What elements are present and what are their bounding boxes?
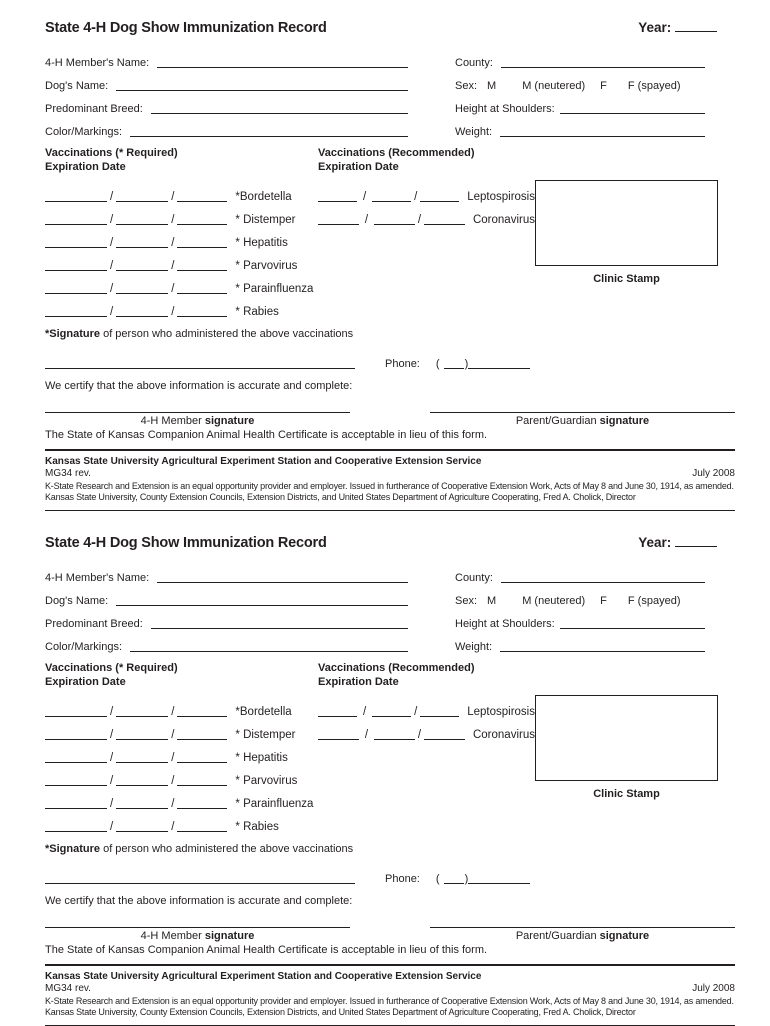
vaccine-name: * Parvovirus [235, 775, 298, 788]
vaccine-date-row-parvovirus [45, 764, 318, 787]
required-vaccinations-header [45, 661, 318, 689]
signature-bold-word: *Signature [45, 328, 101, 340]
vaccine-name: Leptospirosis [467, 191, 535, 203]
guardian-signature-input-line[interactable] [430, 927, 735, 928]
date-input-line[interactable] [116, 831, 168, 832]
footer-date: July 2008 [692, 982, 735, 994]
lieu-statement: The State of Kansas Companion Animal Health Certificate is acceptable in lieu of this form. [45, 429, 488, 441]
recommended-header-line2: Expiration Date [318, 161, 399, 173]
height-label: Height at Shoulders: [455, 103, 555, 115]
sex-option-male-neutered[interactable]: M (neutered) [522, 80, 586, 92]
guardian-signature-label-text: Parent/Guardian [515, 930, 600, 943]
date-input-line[interactable] [45, 247, 107, 248]
slash-separator: / [110, 214, 114, 226]
clinic-stamp-area [535, 146, 718, 318]
guardian-signature-block [430, 927, 735, 942]
member-signature-label-bold: signature [204, 415, 255, 427]
required-vaccinations-header [45, 146, 318, 174]
clinic-stamp-box [535, 695, 718, 781]
phone-paren-open: ( [435, 358, 443, 370]
member-signature-label [45, 930, 350, 942]
footer-doc-code: MG34 rev. [45, 982, 91, 994]
date-input-line[interactable] [177, 739, 227, 740]
signature-bold-word: *Signature [45, 843, 101, 856]
member-signature-block [45, 927, 350, 942]
slash-separator: / [110, 260, 114, 272]
member-signature-label-text: 4-H Member [140, 930, 205, 943]
guardian-signature-label [430, 930, 735, 942]
vaccine-date-row-hepatitis [45, 226, 318, 249]
slash-separator: / [110, 729, 114, 742]
dog-name-label: Dog's Name: [45, 595, 112, 608]
vaccine-name: * Hepatitis [235, 752, 288, 765]
dog-name-input-line[interactable] [116, 90, 408, 91]
vaccine-date-row-distemper [45, 203, 318, 226]
vaccine-name: * Hepatitis [235, 237, 288, 249]
form-header [45, 20, 735, 40]
vaccination-section [45, 146, 735, 318]
slash-separator: / [110, 283, 114, 295]
color-markings-input-line[interactable] [130, 651, 408, 652]
member-name-input-line[interactable] [157, 67, 408, 68]
date-input-line[interactable] [45, 201, 107, 202]
footer-bottom-rule [45, 510, 735, 512]
color-markings-row [45, 115, 408, 138]
identity-fields [45, 46, 735, 138]
date-input-line[interactable] [374, 739, 415, 740]
weight-input-line[interactable] [500, 136, 705, 137]
vaccine-date-row-leptospirosis [318, 180, 535, 203]
date-input-line[interactable] [116, 808, 168, 809]
member-signature-block [45, 412, 350, 427]
required-header-line1: Vaccinations (* Required) [45, 662, 178, 675]
sex-option-female-spayed[interactable]: F (spayed) [627, 595, 681, 608]
date-input-line[interactable] [116, 762, 168, 763]
signature-blocks-row [45, 927, 735, 942]
dog-name-input-line[interactable] [116, 605, 408, 606]
phone-number-input-line[interactable] [468, 883, 530, 884]
form-footer [45, 964, 735, 1026]
member-name-input-line[interactable] [157, 582, 408, 583]
certify-statement: We certify that the above information is accurate and complete: [45, 895, 353, 908]
administering-signature-caption [45, 328, 735, 340]
vaccine-name: *Bordetella [235, 706, 292, 719]
vaccine-name: * Distemper [235, 729, 296, 742]
identity-fields-right [455, 561, 705, 653]
date-input-line[interactable] [318, 224, 359, 225]
date-input-line[interactable] [116, 785, 168, 786]
slash-separator: / [414, 191, 418, 203]
slash-separator: / [364, 729, 369, 742]
slash-separator: / [110, 191, 114, 203]
date-input-line[interactable] [374, 224, 415, 225]
vaccine-date-row-coronavirus [318, 718, 535, 741]
date-input-line[interactable] [177, 831, 227, 832]
signature-caption-rest: of person who administered the above vaccinations [100, 328, 354, 340]
slash-separator: / [110, 237, 114, 249]
identity-fields [45, 561, 735, 653]
year-label: Year: [638, 535, 675, 551]
date-input-line[interactable] [177, 247, 227, 248]
vaccine-date-row-parvovirus [45, 249, 318, 272]
slash-separator: / [364, 214, 369, 226]
height-row [455, 607, 705, 630]
identity-fields-left [45, 46, 408, 138]
administering-signature-input-line[interactable] [45, 882, 355, 884]
slash-separator: / [171, 237, 175, 249]
phone-label: Phone: [385, 873, 420, 886]
date-input-line[interactable] [424, 739, 465, 740]
footer-rev-row [45, 983, 735, 995]
guardian-signature-label-text: Parent/Guardian [515, 415, 600, 427]
date-input-line[interactable] [45, 316, 107, 317]
slash-separator: / [171, 706, 175, 719]
vaccine-date-row-rabies [45, 810, 318, 833]
date-input-line[interactable] [45, 716, 107, 717]
guardian-signature-input-line[interactable] [430, 412, 735, 413]
slash-separator: / [171, 214, 175, 226]
member-name-label: 4-H Member's Name: [45, 57, 153, 69]
dog-name-row [45, 69, 408, 92]
form-title: State 4-H Dog Show Immunization Record [45, 535, 327, 552]
slash-separator: / [110, 306, 114, 318]
phone-label: Phone: [385, 358, 420, 370]
date-input-line[interactable] [372, 201, 411, 202]
date-input-line[interactable] [116, 270, 168, 271]
member-signature-input-line[interactable] [45, 412, 350, 413]
vaccine-date-row-bordetella [45, 695, 318, 718]
date-input-line[interactable] [116, 201, 168, 202]
clinic-stamp-box [535, 180, 718, 266]
dog-name-row [45, 584, 408, 607]
member-signature-label-text: 4-H Member [140, 415, 205, 427]
date-input-line[interactable] [116, 293, 168, 294]
footer-org-line: Kansas State University Agricultural Experiment Station and Cooperative Extension Service [45, 455, 482, 467]
date-input-line[interactable] [45, 785, 107, 786]
phone-paren-close: ) [464, 358, 469, 370]
slash-separator: / [171, 729, 175, 742]
clinic-stamp-label: Clinic Stamp [593, 788, 660, 801]
weight-label: Weight: [455, 641, 496, 654]
vaccine-name: * Parainfluenza [235, 798, 314, 811]
vaccine-name: * Distemper [235, 214, 296, 226]
immunization-form-section [45, 20, 735, 511]
color-markings-label: Color/Markings: [45, 126, 126, 138]
dog-name-label: Dog's Name: [45, 80, 112, 92]
vaccine-name: Coronavirus [472, 214, 535, 226]
date-input-line[interactable] [177, 808, 227, 809]
guardian-signature-label [430, 415, 735, 427]
slash-separator: / [171, 191, 175, 203]
clinic-stamp-area [535, 661, 718, 833]
slash-separator: / [414, 706, 418, 719]
breed-row [45, 92, 408, 115]
footer-date: July 2008 [692, 467, 735, 479]
form-footer [45, 449, 735, 511]
recommended-vaccinations-header [318, 661, 535, 689]
vaccine-date-row-parainfluenza [45, 787, 318, 810]
footer-legal-text: K-State Research and Extension is an equal opportunity provider and employer. Issued in furtherance of Cooperative Extension Work, Acts of May 8 and June 30, 1914, as amended. Kansas State University, County Extension Councils, Extension Districts, and United States Department of Agriculture Cooperating, Fred A. Cholick, Director [45, 995, 734, 1018]
vaccine-name: * Rabies [235, 306, 279, 318]
recommended-vaccinations-column [318, 146, 535, 318]
date-input-line[interactable] [177, 762, 227, 763]
weight-row [455, 630, 705, 653]
phone-paren-open: ( [435, 873, 443, 886]
lieu-statement: The State of Kansas Companion Animal Health Certificate is acceptable in lieu of this form. [45, 944, 488, 957]
county-label: County: [455, 57, 496, 69]
date-input-line[interactable] [116, 739, 168, 740]
year-input-line[interactable] [675, 546, 717, 547]
member-signature-label [45, 415, 350, 427]
footer-rev-row [45, 468, 735, 480]
county-row [455, 561, 705, 584]
sex-option-female-spayed[interactable]: F (spayed) [627, 80, 681, 92]
phone-paren-close: ) [464, 873, 469, 886]
height-row [455, 92, 705, 115]
county-input-line[interactable] [501, 67, 705, 68]
date-input-line[interactable] [45, 739, 107, 740]
height-label: Height at Shoulders: [455, 618, 555, 631]
footer-doc-code: MG34 rev. [45, 467, 91, 479]
date-input-line[interactable] [420, 201, 459, 202]
signature-phone-row [45, 354, 735, 370]
date-input-line[interactable] [45, 224, 107, 225]
slash-separator: / [110, 752, 114, 765]
height-input-line[interactable] [560, 628, 705, 629]
date-input-line[interactable] [318, 739, 359, 740]
weight-row [455, 115, 705, 138]
member-signature-input-line[interactable] [45, 927, 350, 928]
breed-input-line[interactable] [151, 113, 408, 114]
slash-separator: / [362, 191, 367, 203]
sex-option-male[interactable]: M [487, 80, 497, 92]
year-input-line[interactable] [675, 31, 717, 32]
vaccine-date-row-bordetella [45, 180, 318, 203]
vaccination-section [45, 661, 735, 833]
sex-label: Sex: [455, 595, 478, 608]
vaccine-date-row-rabies [45, 295, 318, 318]
year-label: Year: [638, 20, 675, 35]
required-header-line2: Expiration Date [45, 161, 126, 173]
sex-option-male[interactable]: M [487, 595, 497, 608]
date-input-line[interactable] [45, 293, 107, 294]
slash-separator: / [110, 821, 114, 834]
date-input-line[interactable] [116, 247, 168, 248]
date-input-line[interactable] [116, 224, 168, 225]
vaccine-date-row-coronavirus [318, 203, 535, 226]
guardian-signature-label-bold: signature [599, 415, 650, 427]
breed-label: Predominant Breed: [45, 618, 146, 631]
vaccine-name: Leptospirosis [467, 706, 535, 719]
guardian-signature-block [430, 412, 735, 427]
date-input-line[interactable] [420, 716, 459, 717]
footer-top-rule [45, 964, 735, 966]
slash-separator: / [110, 775, 114, 788]
date-input-line[interactable] [177, 224, 227, 225]
slash-separator: / [171, 260, 175, 272]
date-input-line[interactable] [318, 201, 357, 202]
date-input-line[interactable] [177, 270, 227, 271]
footer-legal-text: K-State Research and Extension is an equal opportunity provider and employer. Issued in furtherance of Cooperative Extension Work, Acts of May 8 and June 30, 1914, as amended. Kansas State University, County Extension Councils, Extension Districts, and United States Department of Agriculture Cooperating, Fred A. Cholick, Director [45, 480, 734, 503]
phone-area-code-input-line[interactable] [444, 883, 464, 884]
slash-separator: / [171, 752, 175, 765]
sex-option-female[interactable]: F [600, 595, 607, 608]
vaccine-name: *Bordetella [235, 191, 292, 203]
certify-statement: We certify that the above information is accurate and complete: [45, 380, 353, 392]
footer-top-rule [45, 449, 735, 451]
member-name-row [45, 46, 408, 69]
identity-fields-right [455, 46, 705, 138]
sex-row [455, 584, 705, 607]
breed-label: Predominant Breed: [45, 103, 146, 115]
color-markings-row [45, 630, 408, 653]
recommended-header-line2: Expiration Date [318, 676, 399, 689]
vaccine-name: * Rabies [235, 821, 279, 834]
county-row [455, 46, 705, 69]
member-name-row [45, 561, 408, 584]
color-markings-input-line[interactable] [130, 136, 408, 137]
required-header-line2: Expiration Date [45, 676, 126, 689]
date-input-line[interactable] [116, 716, 168, 717]
vaccine-date-row-hepatitis [45, 741, 318, 764]
date-input-line[interactable] [177, 293, 227, 294]
signature-blocks-row [45, 412, 735, 427]
required-vaccinations-column [45, 661, 318, 833]
member-signature-label-bold: signature [204, 930, 255, 943]
slash-separator: / [171, 775, 175, 788]
required-header-line1: Vaccinations (* Required) [45, 147, 178, 159]
slash-separator: / [110, 706, 114, 719]
date-input-line[interactable] [318, 716, 357, 717]
date-input-line[interactable] [177, 785, 227, 786]
breed-row [45, 607, 408, 630]
slash-separator: / [171, 283, 175, 295]
date-input-line[interactable] [177, 716, 227, 717]
sex-option-male-neutered[interactable]: M (neutered) [522, 595, 586, 608]
vaccine-date-row-leptospirosis [318, 695, 535, 718]
date-input-line[interactable] [424, 224, 465, 225]
slash-separator: / [171, 821, 175, 834]
form-title: State 4-H Dog Show Immunization Record [45, 20, 327, 36]
form-header [45, 535, 735, 555]
slash-separator: / [171, 798, 175, 811]
required-vaccinations-column [45, 146, 318, 318]
vaccine-date-row-parainfluenza [45, 272, 318, 295]
signature-phone-row [45, 869, 735, 885]
administering-signature-input-line[interactable] [45, 367, 355, 369]
vaccine-name: * Parainfluenza [235, 283, 314, 295]
member-name-label: 4-H Member's Name: [45, 572, 153, 585]
slash-separator: / [362, 706, 367, 719]
weight-label: Weight: [455, 126, 496, 138]
sex-label: Sex: [455, 80, 478, 92]
slash-separator: / [110, 798, 114, 811]
breed-input-line[interactable] [151, 628, 408, 629]
vaccine-date-row-distemper [45, 718, 318, 741]
sex-row [455, 69, 705, 92]
date-input-line[interactable] [177, 201, 227, 202]
slash-separator: / [417, 214, 422, 226]
county-input-line[interactable] [501, 582, 705, 583]
height-input-line[interactable] [560, 113, 705, 114]
date-input-line[interactable] [45, 762, 107, 763]
year-field [638, 20, 717, 35]
recommended-header-line1: Vaccinations (Recommended) [318, 662, 475, 675]
vaccine-name: * Parvovirus [235, 260, 298, 272]
date-input-line[interactable] [45, 831, 107, 832]
color-markings-label: Color/Markings: [45, 641, 126, 654]
footer-org-line: Kansas State University Agricultural Experiment Station and Cooperative Extension Service [45, 970, 482, 982]
date-input-line[interactable] [45, 808, 107, 809]
recommended-vaccinations-header [318, 146, 535, 174]
administering-signature-caption [45, 843, 735, 855]
recommended-header-line1: Vaccinations (Recommended) [318, 147, 475, 159]
slash-separator: / [171, 306, 175, 318]
phone-number-input-line[interactable] [468, 368, 530, 369]
phone-area-code-input-line[interactable] [444, 368, 464, 369]
weight-input-line[interactable] [500, 651, 705, 652]
date-input-line[interactable] [45, 270, 107, 271]
date-input-line[interactable] [372, 716, 411, 717]
county-label: County: [455, 572, 496, 585]
date-input-line[interactable] [177, 316, 227, 317]
vaccine-name: Coronavirus [472, 729, 535, 742]
guardian-signature-label-bold: signature [599, 930, 650, 943]
date-input-line[interactable] [116, 316, 168, 317]
clinic-stamp-label: Clinic Stamp [593, 273, 660, 285]
slash-separator: / [417, 729, 422, 742]
immunization-form-section [45, 535, 735, 1026]
signature-caption-rest: of person who administered the above vaccinations [100, 843, 354, 856]
sex-option-female[interactable]: F [600, 80, 607, 92]
identity-fields-left [45, 561, 408, 653]
recommended-vaccinations-column [318, 661, 535, 833]
year-field [638, 535, 717, 550]
